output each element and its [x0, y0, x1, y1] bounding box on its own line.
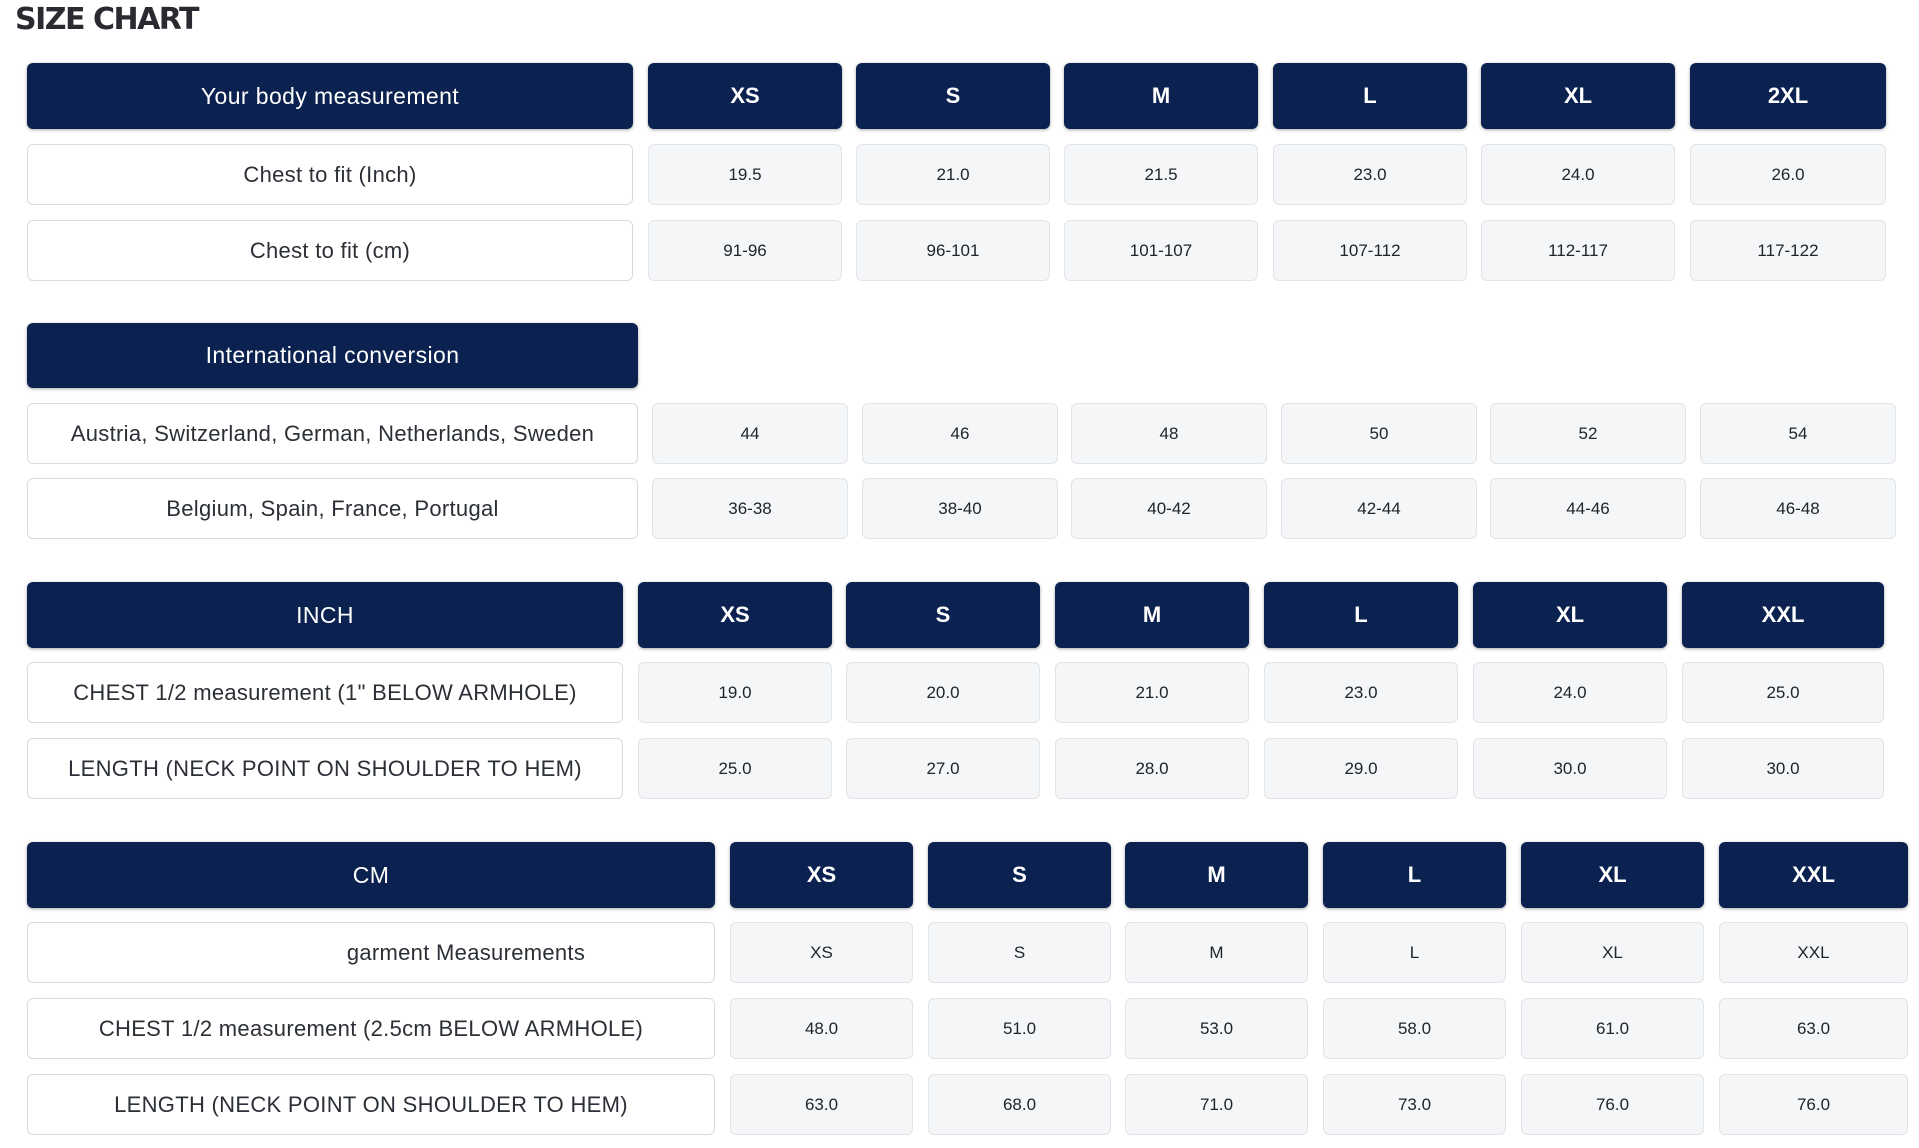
size-column-header: XS — [638, 582, 832, 648]
row-label: LENGTH (NECK POINT ON SHOULDER TO HEM) — [27, 738, 623, 799]
table-cell: 24.0 — [1481, 144, 1675, 205]
table-cell: 36-38 — [652, 478, 848, 539]
size-column-header: M — [1055, 582, 1249, 648]
row-label: CHEST 1/2 measurement (2.5cm BELOW ARMHOLE) — [27, 998, 715, 1059]
table-cell: 46-48 — [1700, 478, 1896, 539]
table-cell: 117-122 — [1690, 220, 1886, 281]
table-cell: 44-46 — [1490, 478, 1686, 539]
table-cell: 25.0 — [638, 738, 832, 799]
table-cell: 24.0 — [1473, 662, 1667, 723]
size-column-header: XXL — [1719, 842, 1908, 908]
size-column-header: S — [846, 582, 1040, 648]
size-column-header: XS — [648, 63, 842, 129]
table-cell: XXL — [1719, 922, 1908, 983]
table-cell: 61.0 — [1521, 998, 1704, 1059]
size-column-header: XL — [1521, 842, 1704, 908]
table-cell: 96-101 — [856, 220, 1050, 281]
table-cell: 46 — [862, 403, 1058, 464]
table-cell: 71.0 — [1125, 1074, 1308, 1135]
table-cell: 44 — [652, 403, 848, 464]
table-cell: 21.5 — [1064, 144, 1258, 205]
size-column-header: XL — [1473, 582, 1667, 648]
table-cell: 51.0 — [928, 998, 1111, 1059]
section-header-international-conversion: International conversion — [27, 323, 638, 388]
table-cell: 101-107 — [1064, 220, 1258, 281]
table-cell: 53.0 — [1125, 998, 1308, 1059]
size-column-header: L — [1264, 582, 1458, 648]
table-cell: 27.0 — [846, 738, 1040, 799]
table-cell: 29.0 — [1264, 738, 1458, 799]
table-cell: 48.0 — [730, 998, 913, 1059]
size-column-header: 2XL — [1690, 63, 1886, 129]
table-cell: 52 — [1490, 403, 1686, 464]
size-column-header: M — [1064, 63, 1258, 129]
table-cell: 48 — [1071, 403, 1267, 464]
row-label: Chest to fit (cm) — [27, 220, 633, 281]
table-cell: 42-44 — [1281, 478, 1477, 539]
table-cell: 73.0 — [1323, 1074, 1506, 1135]
table-cell: 21.0 — [1055, 662, 1249, 723]
table-cell: 54 — [1700, 403, 1896, 464]
page-title: SIZE CHART — [15, 2, 199, 37]
size-column-header: L — [1273, 63, 1467, 129]
table-cell: 19.5 — [648, 144, 842, 205]
table-cell: 63.0 — [1719, 998, 1908, 1059]
table-cell: 30.0 — [1473, 738, 1667, 799]
row-label: Belgium, Spain, France, Portugal — [27, 478, 638, 539]
table-cell: 58.0 — [1323, 998, 1506, 1059]
table-cell: 30.0 — [1682, 738, 1884, 799]
table-cell: 23.0 — [1273, 144, 1467, 205]
size-column-header: S — [928, 842, 1111, 908]
size-column-header: S — [856, 63, 1050, 129]
row-label: Austria, Switzerland, German, Netherlands, Sweden — [27, 403, 638, 464]
table-cell: M — [1125, 922, 1308, 983]
table-cell: S — [928, 922, 1111, 983]
size-column-header: M — [1125, 842, 1308, 908]
table-cell: 23.0 — [1264, 662, 1458, 723]
table-cell: 107-112 — [1273, 220, 1467, 281]
row-label: garment Measurements — [27, 922, 715, 983]
table-cell: 40-42 — [1071, 478, 1267, 539]
table-cell: 112-117 — [1481, 220, 1675, 281]
table-cell: 25.0 — [1682, 662, 1884, 723]
table-cell: 68.0 — [928, 1074, 1111, 1135]
table-cell: 38-40 — [862, 478, 1058, 539]
table-cell: L — [1323, 922, 1506, 983]
table-cell: XL — [1521, 922, 1704, 983]
row-label: CHEST 1/2 measurement (1" BELOW ARMHOLE) — [27, 662, 623, 723]
size-column-header: XL — [1481, 63, 1675, 129]
table-cell: 28.0 — [1055, 738, 1249, 799]
table-cell: 91-96 — [648, 220, 842, 281]
table-cell: 63.0 — [730, 1074, 913, 1135]
table-cell: 50 — [1281, 403, 1477, 464]
row-label: LENGTH (NECK POINT ON SHOULDER TO HEM) — [27, 1074, 715, 1135]
table-cell: 19.0 — [638, 662, 832, 723]
section-header-cm: CM — [27, 842, 715, 908]
size-column-header: L — [1323, 842, 1506, 908]
table-cell: 21.0 — [856, 144, 1050, 205]
table-cell: XS — [730, 922, 913, 983]
table-cell: 20.0 — [846, 662, 1040, 723]
size-column-header: XXL — [1682, 582, 1884, 648]
table-cell: 76.0 — [1719, 1074, 1908, 1135]
table-cell: 26.0 — [1690, 144, 1886, 205]
section-header-body-measurement: Your body measurement — [27, 63, 633, 129]
size-column-header: XS — [730, 842, 913, 908]
row-label: Chest to fit (Inch) — [27, 144, 633, 205]
section-header-inch: INCH — [27, 582, 623, 648]
table-cell: 76.0 — [1521, 1074, 1704, 1135]
